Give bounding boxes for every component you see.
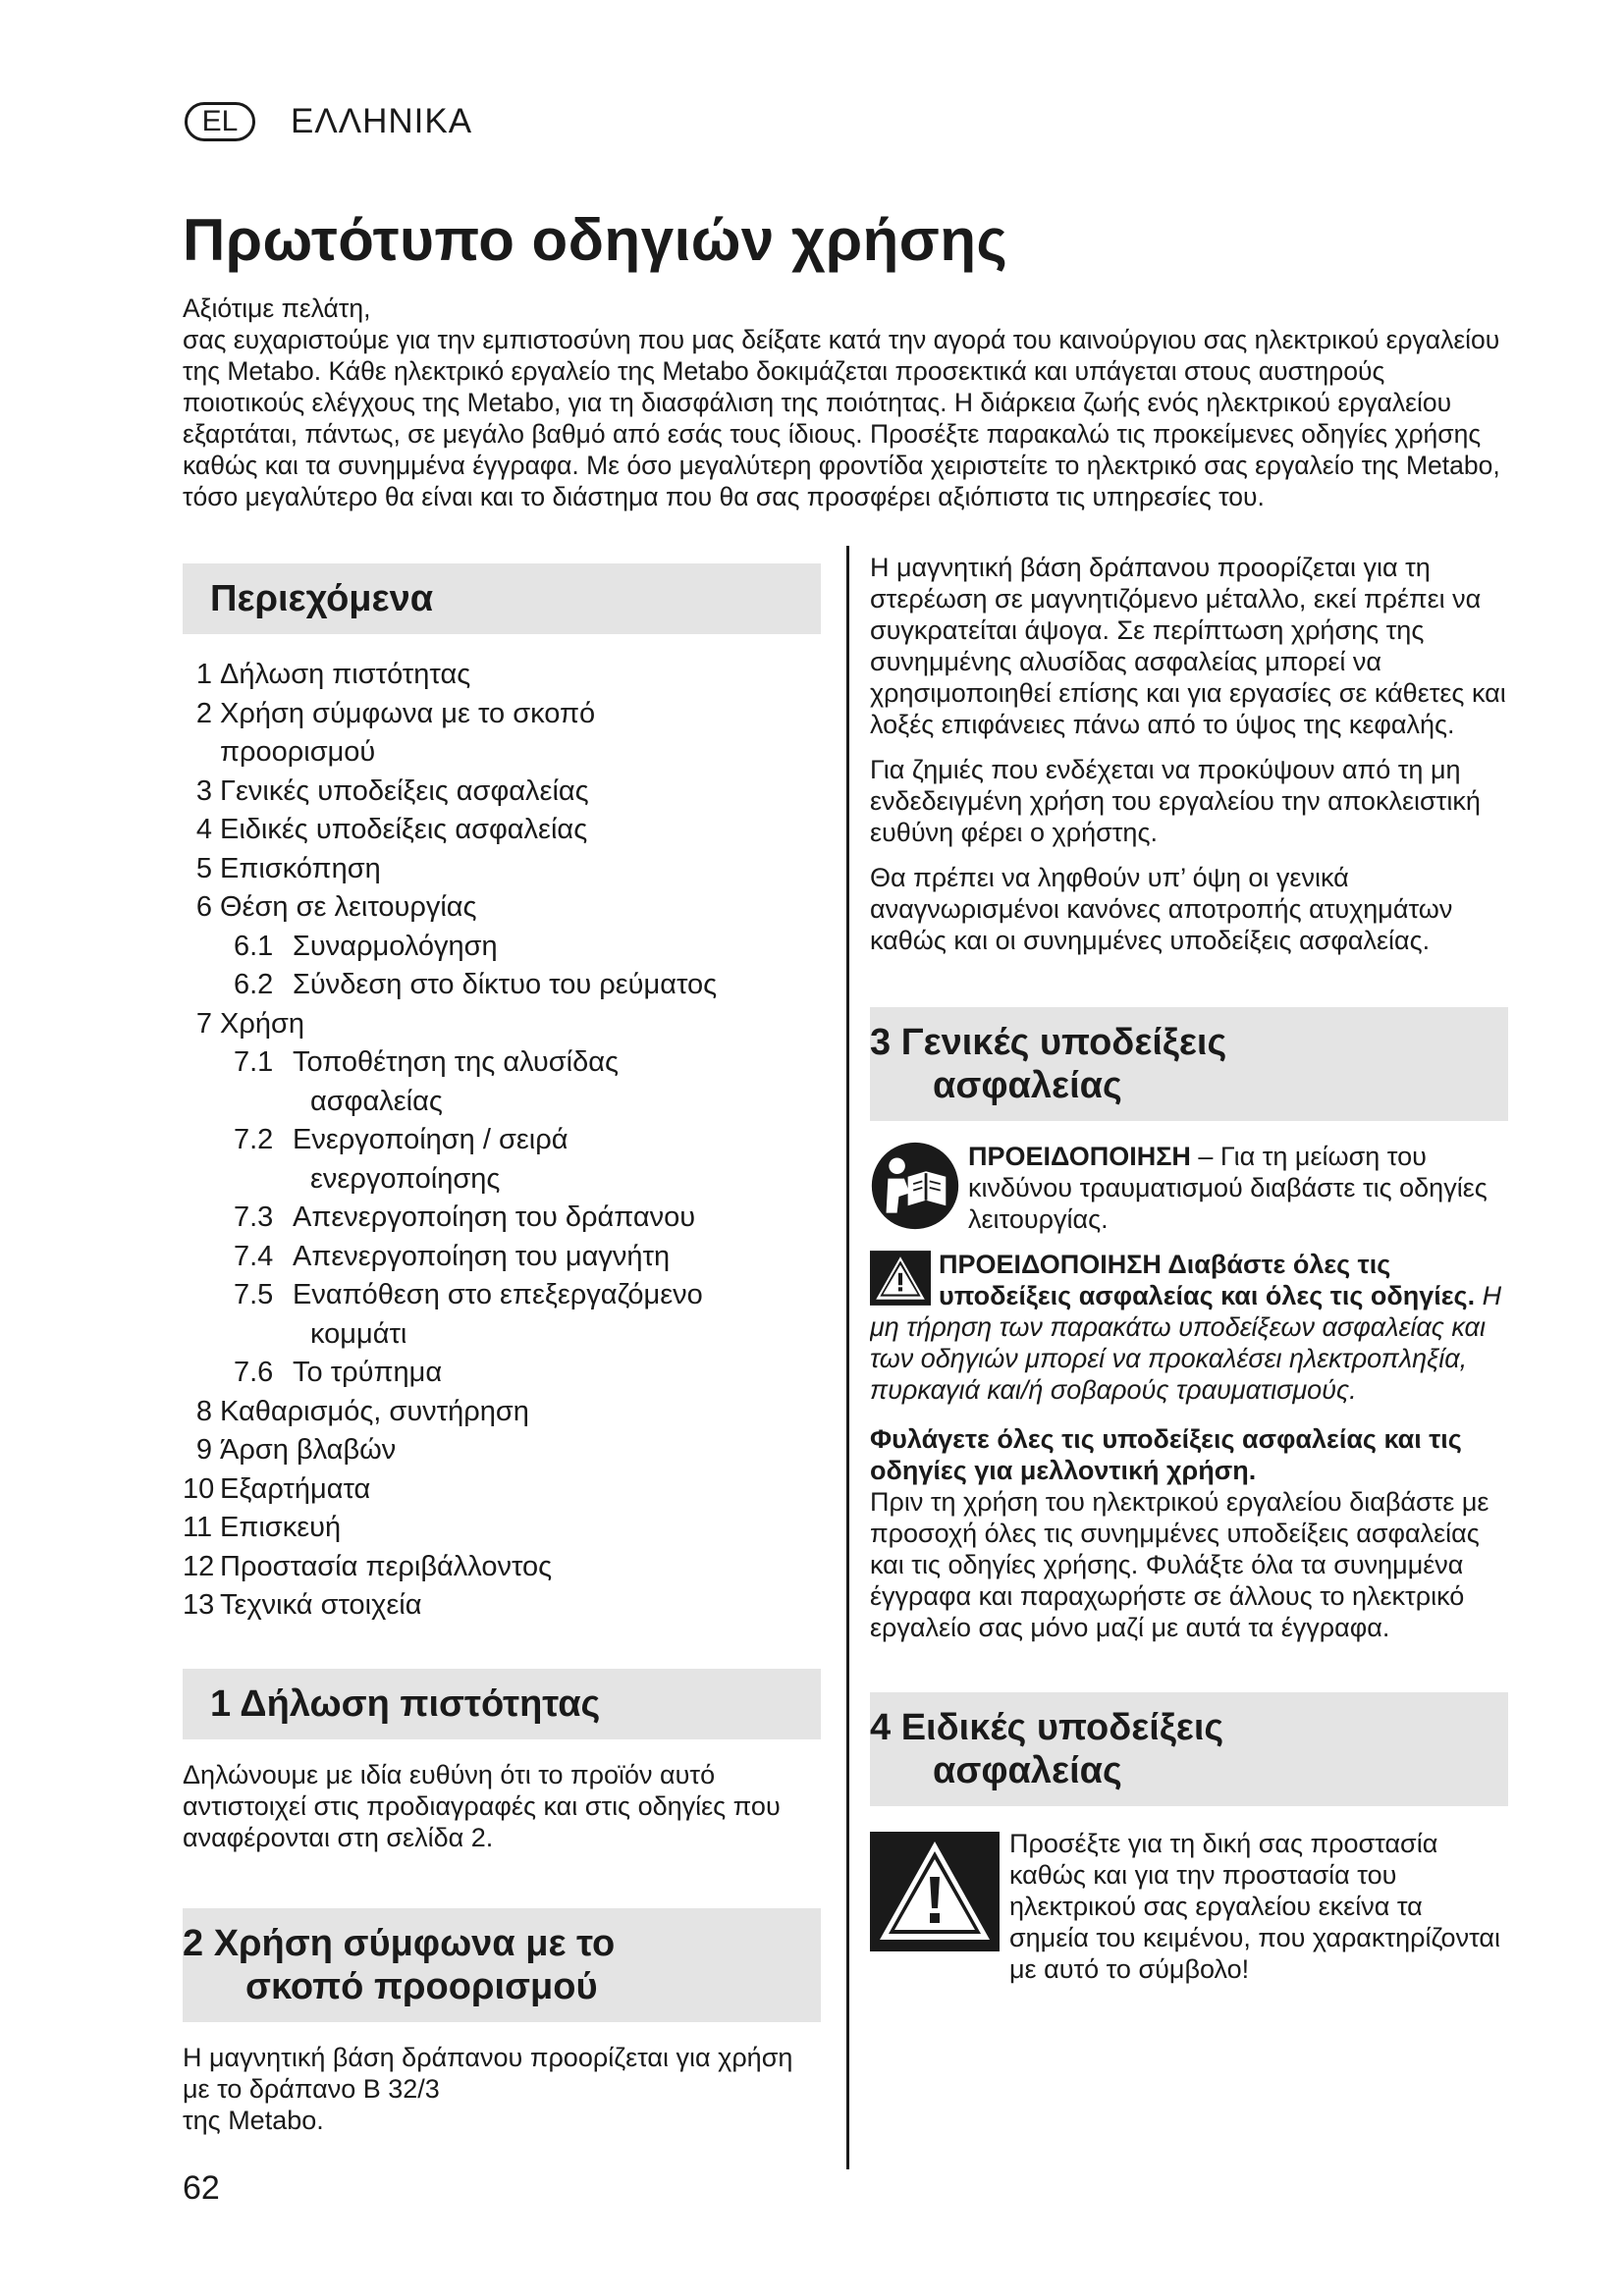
toc-item[interactable]: 9 Άρση βλαβών bbox=[195, 1434, 397, 1466]
section-2-title-line1: Χρήση σύμφωνα με το bbox=[213, 1922, 616, 1964]
section-3-title-line2: ασφαλείας bbox=[933, 1065, 1122, 1106]
toc-heading: Περιεχόμενα bbox=[183, 563, 821, 634]
keep-instructions-text: Φυλάγετε όλες τις υποδείξεις ασφαλείας και τις οδηγίες για μελλοντική χρήση. Πριν τη χρήση του ηλεκτρικού εργαλείου διαβάστε με προσοχή όλες τις συνημμένες υποδείξεις ασφαλείας και τις οδηγίες χρήσης. Φυλάξτε όλα τα συνημμένα έγγραφα και παραχωρήστε σε άλλους το ηλεκτρικό εργαλείο σας μόνο μαζί με αυτά τα έγγραφα. bbox=[870, 1424, 1489, 1642]
toc-item[interactable]: 8 Καθαρισμός, συντήρηση bbox=[195, 1395, 529, 1427]
page-number: 62 bbox=[183, 2169, 220, 2207]
toc-item[interactable]: 4 Ειδικές υποδείξεις ασφαλείας bbox=[195, 814, 588, 845]
toc-item[interactable]: 10 Εξαρτήματα bbox=[183, 1472, 371, 1505]
section-2-paragraph-3: Θα πρέπει να ληφθούν υπ’ όψη οι γενικά αναγνωρισμένοι κανόνες αποτροπής ατυχημάτων καθώς και οι συνημμένες υποδείξεις ασφαλείας. bbox=[870, 863, 1453, 955]
section-1-title: Δήλωση πιστότητας bbox=[240, 1682, 601, 1725]
section-3-number: 3 bbox=[870, 1022, 892, 1063]
toc-subitem[interactable]: 7.2 Ενεργοποίηση / σειρά ενεργοποίησης bbox=[234, 1124, 568, 1195]
intro-paragraph bbox=[183, 293, 1508, 512]
toc-item[interactable]: 11 Επισκευή bbox=[183, 1512, 342, 1543]
toc-subitem[interactable]: 6.1 Συναρμολόγηση bbox=[234, 930, 498, 962]
section-2-text-left: Η μαγνητική βάση δράπανου προορίζεται για χρήση με το δράπανο B 32/3 της Metabo. bbox=[183, 2042, 793, 2135]
section-1-text: Δηλώνουμε με ιδία ευθύνη ότι το προϊόν αυτό αντιστοιχεί στις προδιαγραφές και στις οδηγίες που αναφέρονται στη σελίδα 2. bbox=[183, 1759, 781, 1852]
right-column bbox=[870, 552, 1508, 1985]
special-safety-block bbox=[870, 1828, 1508, 1985]
section-2-heading bbox=[183, 1908, 821, 2022]
toc-item[interactable]: 5 Επισκόπηση bbox=[195, 852, 381, 884]
toc-item[interactable]: 1 Δήλωση πιστότητας bbox=[195, 659, 471, 690]
toc-subitem[interactable]: 7.1 Τοποθέτηση της αλυσίδας ασφαλείας bbox=[234, 1046, 619, 1117]
warning-triangle-icon bbox=[870, 1251, 931, 1306]
intro-text: σας ευχαριστούμε για την εμπιστοσύνη που μας δείξατε κατά την αγορά του καινούργιου σας ηλεκτρικού εργαλείου της Metabo. Κάθε ηλεκτρικό εργαλείο της Metabo δοκιμάζεται προσεκτικά και υπάγεται στους αυστηρούς ποιοτικούς ελέγχους της Metabo, για τη διασφάλιση της ποιότητας. Η διάρκεια ζωής ενός ηλεκτρικού εργαλείου εξαρτάται, πάντως, σε μεγάλο βαθμό από εσάς τους ίδιους. Προσέξτε παρακαλώ τις προκείμενες οδηγίες χρήσης καθώς και τα συνημμένα έγγραφα. Με όσο μεγαλύτερη φροντίδα χειριστείτε το ηλεκτρικό σας εργαλείο της Metabo, τόσο μεγαλύτερο θα είναι και το διάστημα που θα σας προσφέρει αξιόπιστα τις υπηρεσίες του. bbox=[183, 325, 1500, 511]
language-code-badge: EL bbox=[185, 102, 255, 141]
section-2-number: 2 bbox=[183, 1922, 204, 1964]
section-4-text: Προσέξτε για τη δική σας προστασία καθώς και για την προστασία του ηλεκτρικού σας εργαλείου εκείνα τα σημεία του κειμένου, που χαρακτηρίζονται με αυτό το σύμβολο! bbox=[1009, 1829, 1500, 1984]
language-name: ΕΛΛΗΝΙΚΑ bbox=[291, 102, 473, 140]
toc-item[interactable]: 7 Χρήση bbox=[195, 1007, 304, 1040]
toc-item[interactable]: 13 Τεχνικά στοιχεία bbox=[183, 1589, 422, 1621]
table-of-contents bbox=[183, 656, 821, 1626]
left-column bbox=[183, 563, 821, 2136]
read-manual-warning bbox=[870, 1141, 1508, 1235]
read-manual-icon bbox=[870, 1141, 960, 1231]
warning-1-text: ΠΡΟΕΙΔΟΠΟΙΗΣΗ – Για τη μείωση του κινδύνου τραυματισμού διαβάστε τις οδηγίες λειτουργίας. bbox=[968, 1142, 1488, 1234]
toc-item[interactable]: 3 Γενικές υποδείξεις ασφαλείας bbox=[195, 774, 589, 807]
section-3-heading bbox=[870, 1007, 1508, 1121]
section-2-title-line2: σκοπό προορισμού bbox=[245, 1965, 598, 2007]
toc-subitem[interactable]: 7.4 Απενεργοποίηση του μαγνήτη bbox=[234, 1240, 671, 1272]
language-header bbox=[185, 102, 472, 141]
section-2-paragraph-1: Η μαγνητική βάση δράπανου προορίζεται για τη στερέωση σε μαγνητιζόμενο μέταλλο, εκεί πρέπει να συγκρατείται άψογα. Σε περίπτωση χρήσης της συνημμένης αλυσίδας ασφαλείας μπορεί να χρησιμοποιηθεί επίσης και για εργασίες σε κάθετες και λοξές επιφάνειες πάνω από το ύψος της κεφαλής. bbox=[870, 553, 1506, 739]
warning-2-text: ΠΡΟΕΙΔΟΠΟΙΗΣΗ Διαβάστε όλες τις υποδείξεις ασφαλείας και όλες τις οδηγίες. Η μη τήρηση των παρακάτω υποδείξεων ασφαλείας και των οδηγιών μπορεί να προκαλέσει ηλεκτροπληξία, πυρκαγιά και/ή σοβαρούς τραυματισμούς. bbox=[870, 1250, 1502, 1405]
section-4-heading bbox=[870, 1692, 1508, 1806]
toc-item[interactable]: 2 Χρήση σύμφωνα με το σκοπό προορισμού bbox=[195, 697, 596, 768]
toc-subitem[interactable]: 6.2 Σύνδεση στο δίκτυο του ρεύματος bbox=[234, 969, 718, 1000]
safety-warning-block bbox=[870, 1249, 1508, 1406]
intro-greeting: Αξιότιμε πελάτη, bbox=[183, 294, 371, 323]
section-4-title-line1: Ειδικές υποδείξεις bbox=[900, 1707, 1224, 1748]
toc-item[interactable]: 12 Προστασία περιβάλλοντος bbox=[183, 1550, 553, 1582]
toc-subitem[interactable]: 7.6 Το τρύπημα bbox=[234, 1357, 443, 1388]
warning-triangle-icon bbox=[870, 1832, 1000, 1951]
section-4-title-line2: ασφαλείας bbox=[933, 1750, 1122, 1791]
toc-subitem[interactable]: 7.3 Απενεργοποίηση του δράπανου bbox=[234, 1201, 696, 1233]
section-1-number: 1 bbox=[210, 1682, 232, 1725]
section-4-number: 4 bbox=[870, 1707, 892, 1748]
section-1-heading bbox=[183, 1669, 821, 1739]
section-3-title-line1: Γενικές υποδείξεις bbox=[900, 1022, 1227, 1063]
toc-subitem[interactable]: 7.5 Εναπόθεση στο επεξεργαζόμενο κομμάτι bbox=[234, 1279, 703, 1350]
column-divider bbox=[846, 546, 849, 2169]
document-title: Πρωτότυπο οδηγιών χρήσης bbox=[183, 207, 1008, 273]
section-2-paragraph-2: Για ζημιές που ενδέχεται να προκύψουν από τη μη ενδεδειγμένη χρήση του εργαλείου την αποκλειστική ευθύνη φέρει ο χρήστης. bbox=[870, 755, 1481, 847]
toc-item[interactable]: 6 Θέση σε λειτουργίας bbox=[195, 891, 477, 923]
